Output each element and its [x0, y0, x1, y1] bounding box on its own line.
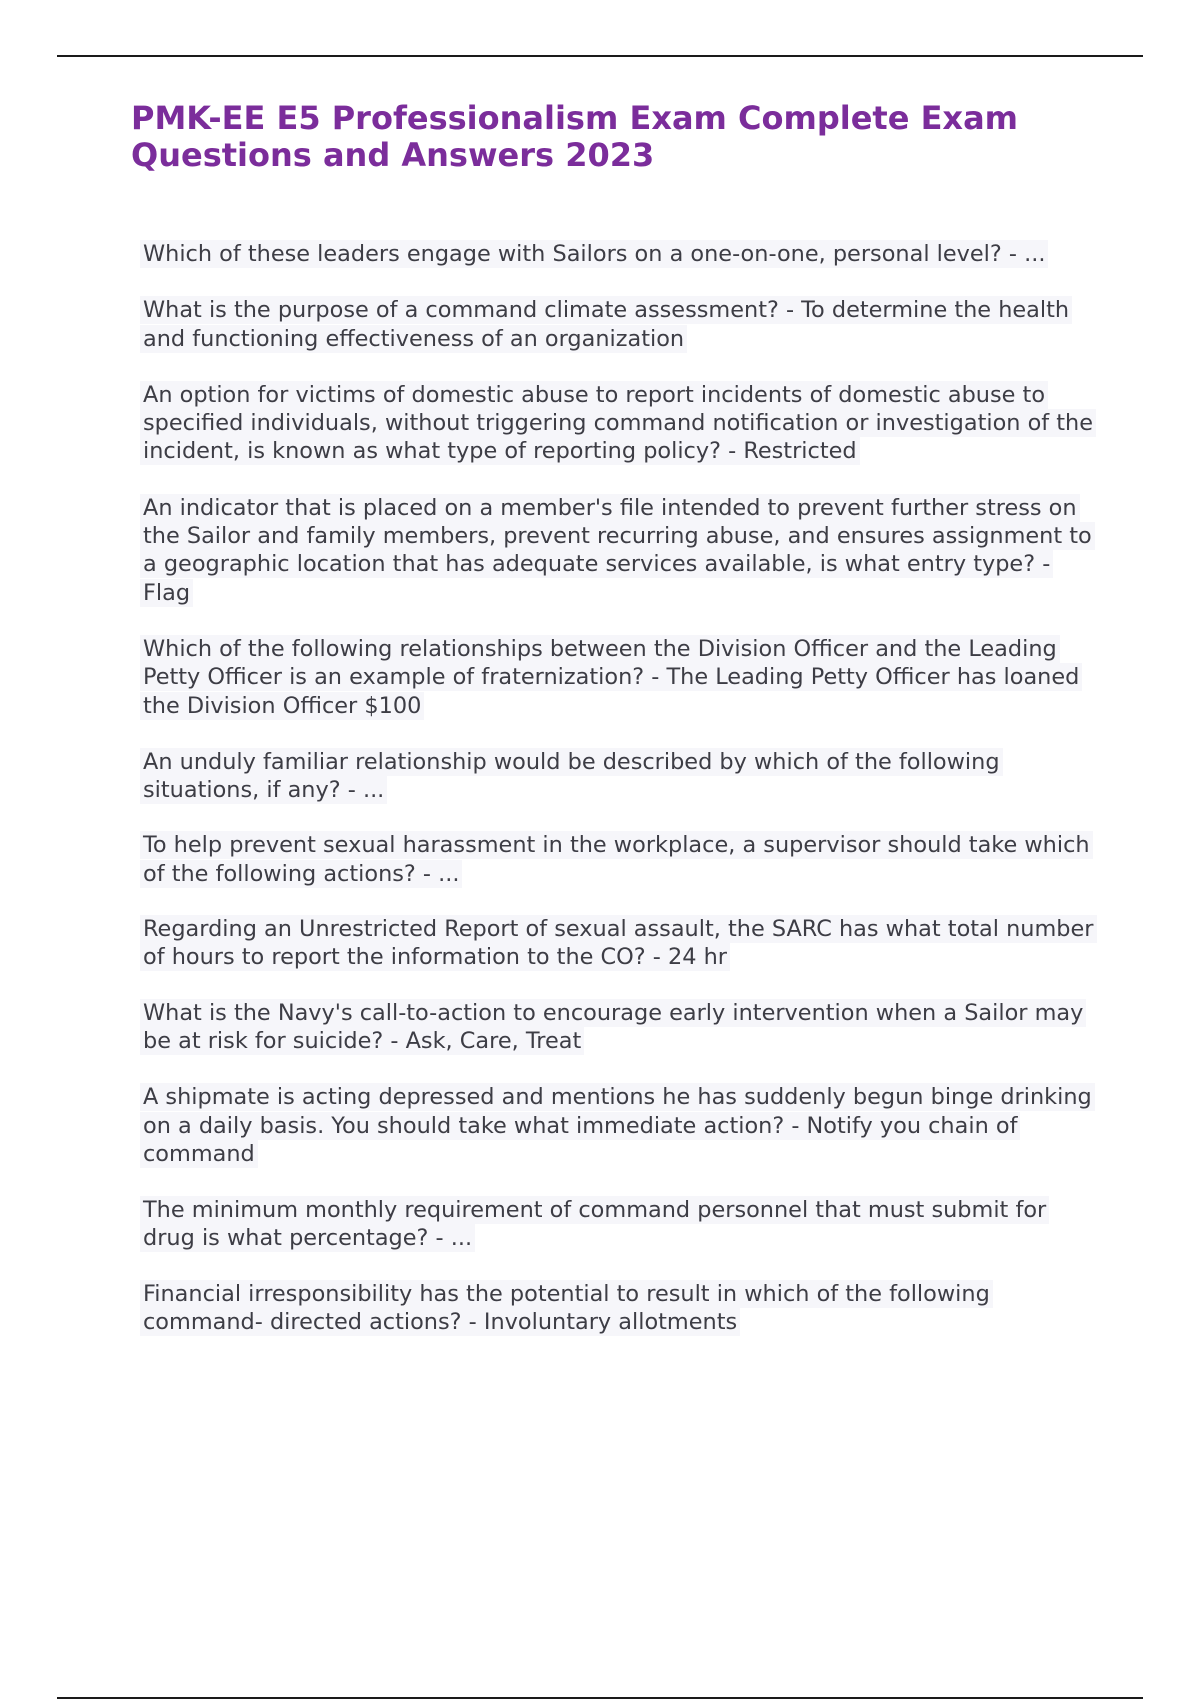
qa-item: [140, 915, 1100, 972]
qa-text: An option for victims of domestic abuse to report incidents of domestic abuse to specified individuals, without triggering command notification or investigation of the incident, is known as what type of reporting policy? - Restricted: [140, 381, 1096, 466]
qa-item: [140, 831, 1100, 888]
qa-list: [140, 240, 1100, 1336]
qa-text: The minimum monthly requirement of command personnel that must submit for drug is what percentage? - ...: [140, 1196, 1049, 1252]
qa-text: An unduly familiar relationship would be described by which of the following situations, if any? - ...: [140, 748, 1003, 804]
qa-text: Which of these leaders engage with Sailors on a one-on-one, personal level? - ...: [140, 240, 1048, 268]
qa-text: An indicator that is placed on a member's file intended to prevent further stress on the Sailor and family members, prevent recurring abuse, and ensures assignment to a geographic location that has adequate services available, is what entry type? - Flag: [140, 494, 1095, 607]
qa-text: Which of the following relationships between the Division Officer and the Leading Petty Officer is an example of fraternization? - The Leading Petty Officer has loaned the Division Officer $100: [140, 635, 1082, 720]
qa-item: [140, 381, 1100, 466]
qa-text: To help prevent sexual harassment in the workplace, a supervisor should take which of the following actions? - ...: [140, 831, 1093, 887]
qa-item: [140, 635, 1100, 720]
qa-text: Financial irresponsibility has the potential to result in which of the following command- directed actions? - Involuntary allotments: [140, 1280, 993, 1336]
qa-item: [140, 296, 1100, 353]
qa-item: [140, 1280, 1100, 1337]
qa-text: What is the purpose of a command climate assessment? - To determine the health and functioning effectiveness of an organization: [140, 296, 1072, 352]
qa-item: [140, 240, 1100, 268]
qa-item: [140, 1083, 1100, 1168]
qa-item: [140, 1196, 1100, 1253]
page-title: PMK-EE E5 Professionalism Exam Complete Exam Questions and Answers 2023: [131, 99, 1018, 174]
qa-text: What is the Navy's call-to-action to encourage early intervention when a Sailor may be at risk for suicide? - Ask, Care, Treat: [140, 999, 1086, 1055]
qa-item: [140, 494, 1100, 607]
qa-text: A shipmate is acting depressed and mentions he has suddenly begun binge drinking on a daily basis. You should take what immediate action? - Notify you chain of command: [140, 1083, 1095, 1168]
qa-text: Regarding an Unrestricted Report of sexual assault, the SARC has what total number of hours to report the information to the CO? - 24 hr: [140, 915, 1097, 971]
qa-item: [140, 999, 1100, 1056]
top-divider: [57, 55, 1143, 57]
qa-item: [140, 748, 1100, 805]
bottom-divider: [57, 1697, 1143, 1699]
